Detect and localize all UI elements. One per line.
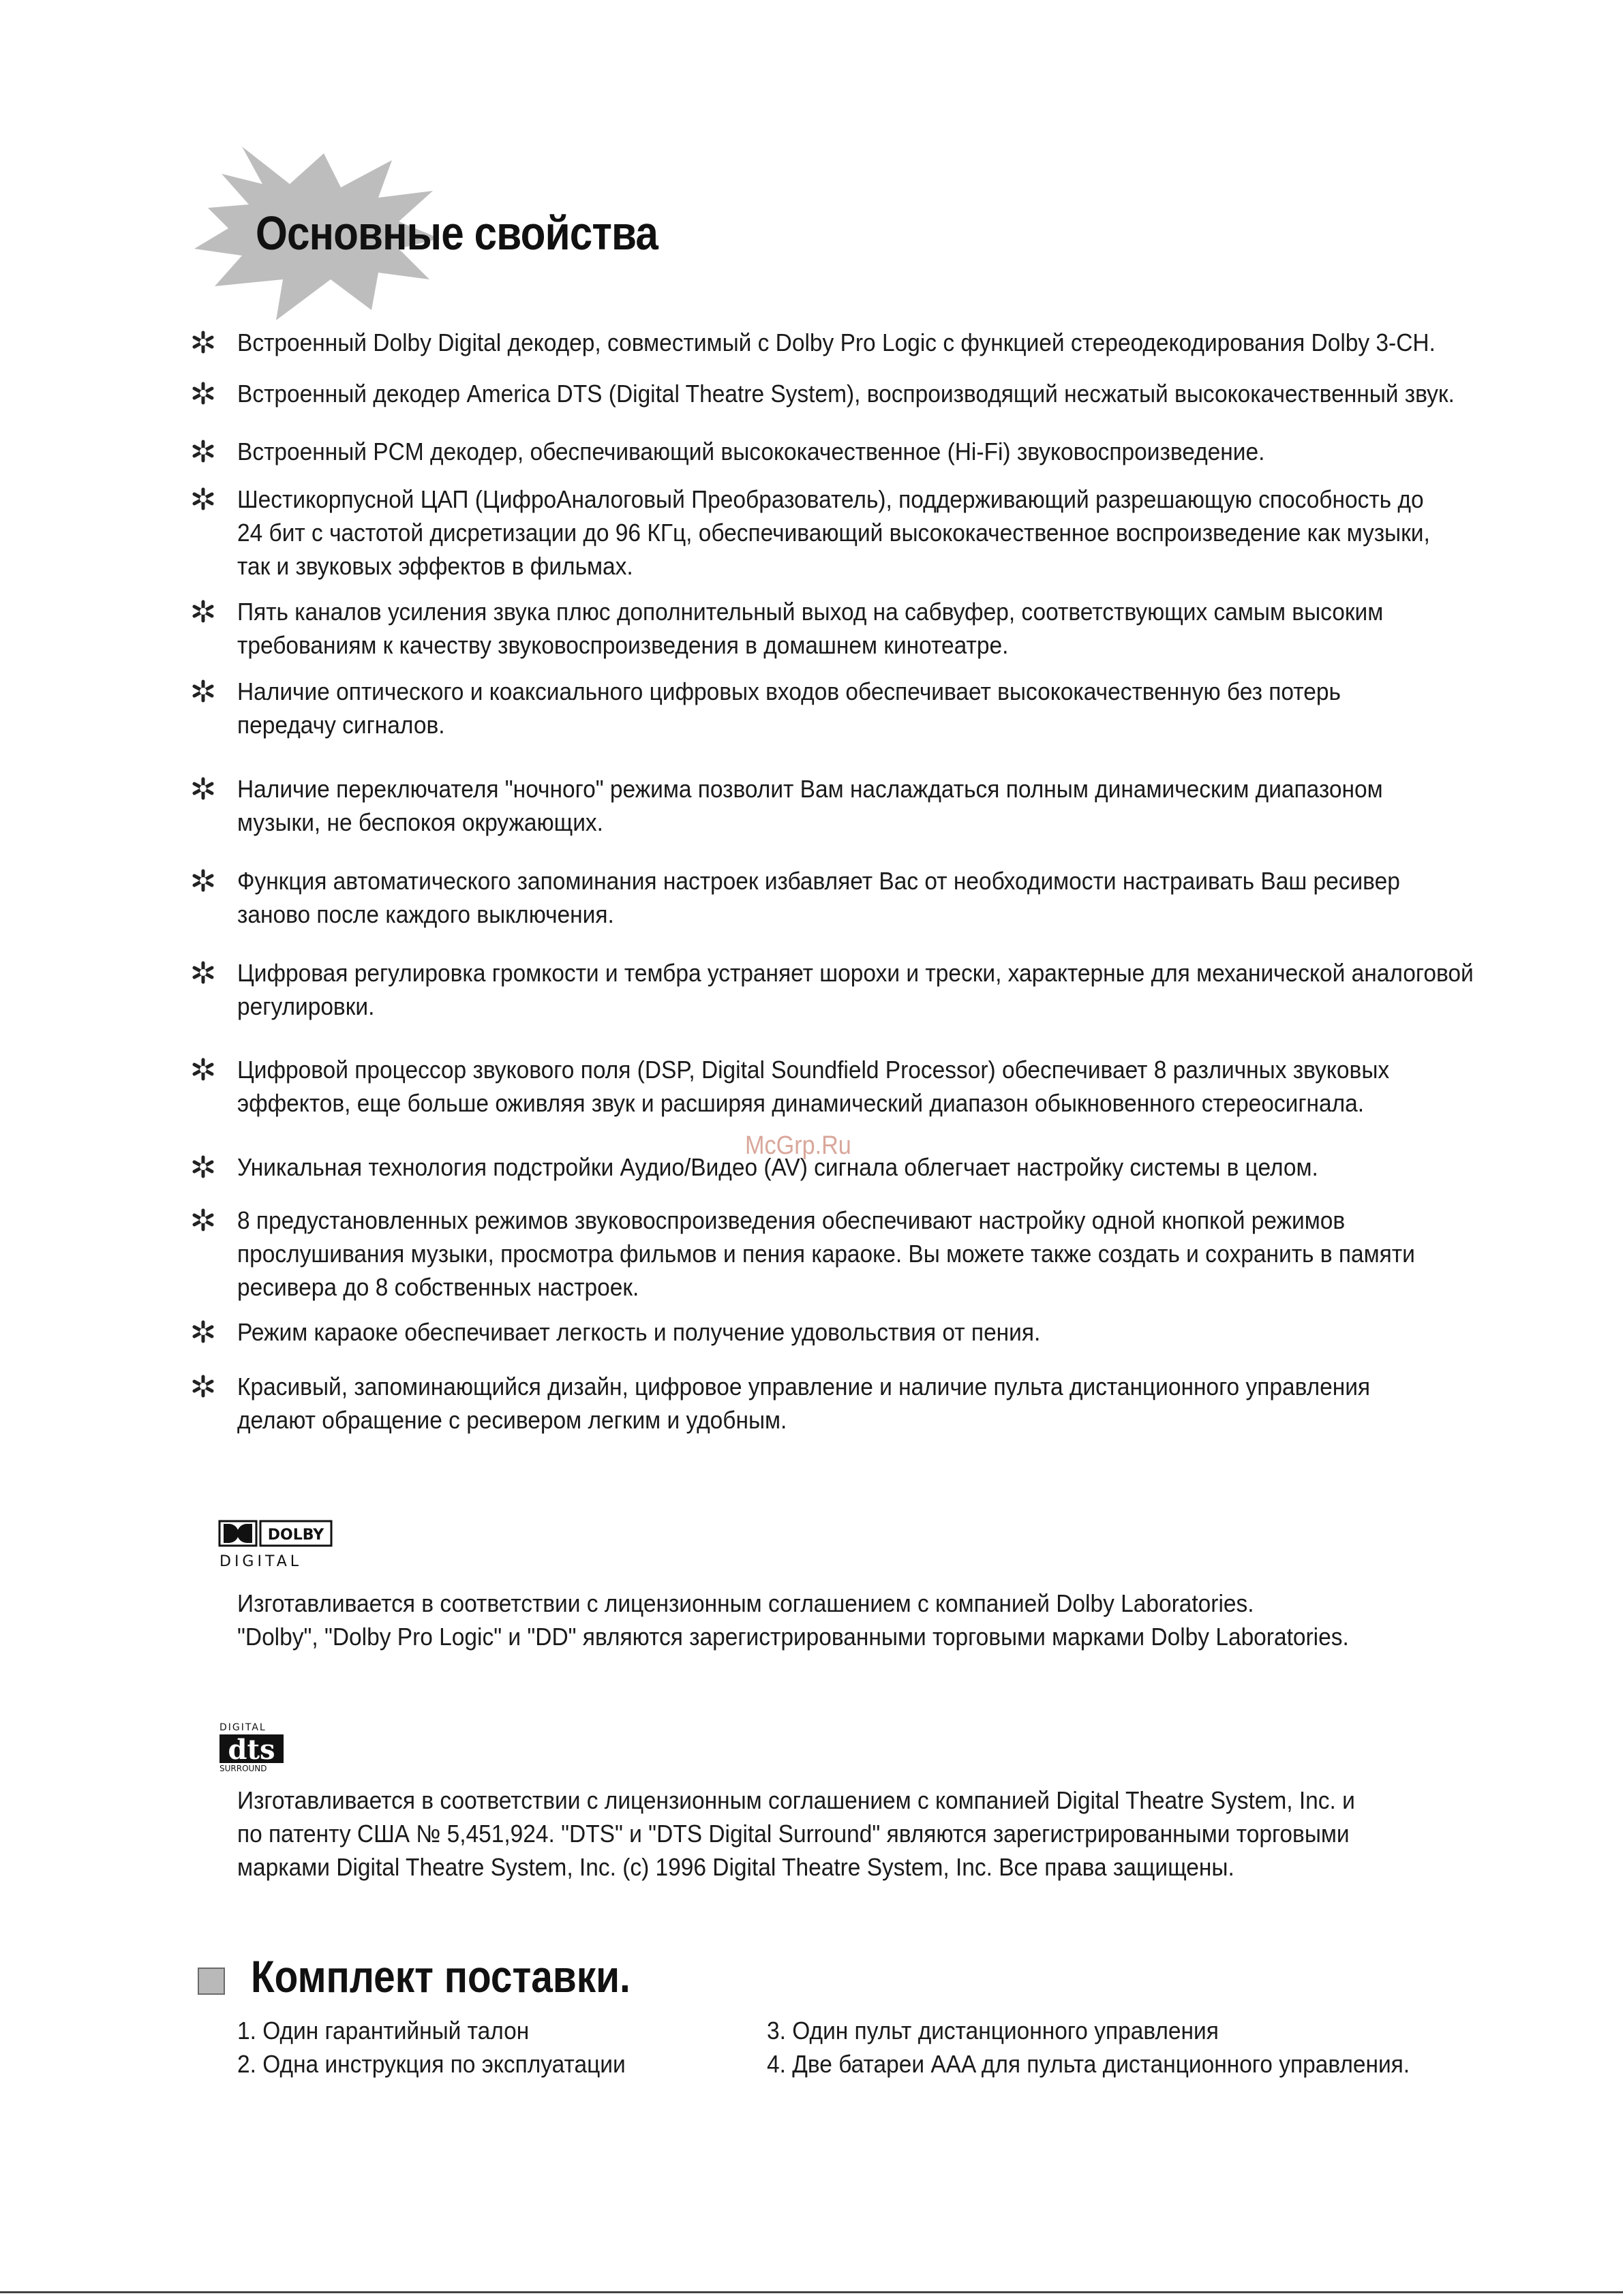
asterisk-bullet-icon [191, 487, 215, 511]
feature-text: Наличие оптического и коаксиального цифровых входов обеспечивает высококачественную без потерь передачу сигналов. [237, 677, 1341, 739]
feature-item [191, 1315, 1614, 1349]
asterisk-bullet-icon [191, 868, 215, 893]
feature-text: Встроенный PCM декодер, обеспечивающий высококачественное (Hi-Fi) звуковоспроизведение. [237, 438, 1265, 465]
feature-text: Красивый, запоминающийся дизайн, цифровое управление и наличие пульта дистанционного управления делают обращение с ресивером легким и удобным. [237, 1373, 1371, 1434]
svg-text:DIGITAL: DIGITAL [219, 1722, 267, 1733]
svg-text:DIGITAL: DIGITAL [219, 1553, 303, 1569]
asterisk-bullet-icon [191, 776, 215, 801]
feature-text: Встроенный декодер America DTS (Digital Theatre System), воспроизводящий несжатый высококачественный звук. [237, 380, 1455, 408]
feature-item [191, 1370, 1614, 1437]
feature-item [191, 1150, 1614, 1184]
feature-text: Функция автоматического запоминания настроек избавляет Вас от необходимости настраивать Ваш ресивер заново после каждого выключения. [237, 867, 1400, 928]
dts-digital-surround-logo [218, 1721, 293, 1773]
kit-item: 2. Одна инструкция по эксплуатации [237, 2050, 626, 2078]
feature-text: Наличие переключателя "ночного" режима позволит Вам наслаждаться полным динамическим диапазоном музыки, не беспокоя окружающих. [237, 775, 1383, 836]
asterisk-bullet-icon [191, 1208, 215, 1232]
feature-text: Цифровая регулировка громкости и тембра устраняет шорохи и трески, характерные для механической аналоговой регулировки. [237, 959, 1474, 1020]
section-square-icon [198, 1968, 225, 1995]
dolby-license-text: Изготавливается в соответствии с лицензионным соглашением с компанией Dolby Laboratories. "Dolby", "Dolby Pro Logic" и "DD" являются зарегистрированными торговыми марками Dolby Laboratories. [237, 1589, 1349, 1651]
kit-list-right [767, 2014, 1410, 2081]
feature-text: Уникальная технология подстройки Аудио/Видео (AV) сигнала облегчает настройку системы в целом. [237, 1153, 1318, 1181]
asterisk-bullet-icon [191, 1319, 215, 1344]
feature-text: Пять каналов усиления звука плюс дополнительный выход на сабвуфер, соответствующих самым высоким требованиям к качеству звуковоспроизведения в домашнем кинотеатре. [237, 598, 1384, 659]
kit-list-left [237, 2014, 626, 2081]
feature-item [191, 772, 1614, 839]
feature-item [191, 326, 1614, 359]
page-title: Основные свойства [256, 206, 658, 260]
feature-text: 8 предустановленных режимов звуковоспроизведения обеспечивают настройку одной кнопкой режимов прослушивания музыки, просмотра фильмов и пения караоке. Вы можете также создать и сохранить в памяти ресивера до 8 собственных настроек. [237, 1206, 1415, 1301]
dts-license-text: Изготавливается в соответствии с лицензионным соглашением с компанией Digital Theatre System, Inc. и по патенту США № 5,451,924. "DTS" и "DTS Digital Surround" являются зарегистрированными торговыми марками Digital Theatre System, Inc. (c) 1996 Digital Theatre System, Inc. Все права защищены. [237, 1786, 1355, 1881]
feature-item [191, 1053, 1614, 1120]
asterisk-bullet-icon [191, 1154, 215, 1179]
dolby-digital-logo [218, 1520, 334, 1569]
feature-item [191, 483, 1614, 583]
feature-text: Шестикорпусной ЦАП (ЦифроАналоговый Преобразователь), поддерживающий разрешающую способность до 24 бит с частотой дисретизации до 96 КГц, обеспечивающий высококачественное воспроизведение как музыки, так и звуковых эффектов в фильмах. [237, 485, 1430, 580]
feature-item [191, 377, 1614, 410]
feature-item [191, 956, 1614, 1023]
feature-item [191, 595, 1614, 662]
bottom-rule [0, 2291, 1623, 2293]
feature-item [191, 675, 1614, 741]
feature-text: Встроенный Dolby Digital декодер, совместимый с Dolby Pro Logic с функцией стереодекодирования Dolby 3-CH. [237, 328, 1436, 356]
feature-item [191, 864, 1614, 931]
kit-item: 3. Один пульт дистанционного управления [767, 2017, 1219, 2045]
feature-text: Режим караоке обеспечивает легкость и получение удовольствия от пения. [237, 1318, 1041, 1346]
kit-item: 4. Две батареи AAA для пульта дистанционного управления. [767, 2050, 1410, 2078]
svg-text:SURROUND: SURROUND [219, 1764, 267, 1773]
kit-title: Комплект поставки. [251, 1951, 631, 2002]
asterisk-bullet-icon [191, 599, 215, 624]
watermark: McGrp.Ru [745, 1131, 851, 1160]
svg-text:DOLBY: DOLBY [267, 1527, 324, 1544]
asterisk-bullet-icon [191, 330, 215, 354]
feature-text: Цифровой процессор звукового поля (DSP, Digital Soundfield Processor) обеспечивает 8 различных звуковых эффектов, еще больше оживляя звук и расширяя динамический диапазон обыкновенного стереосигнала. [237, 1056, 1390, 1117]
asterisk-bullet-icon [191, 1374, 215, 1398]
svg-text:dts: dts [228, 1734, 275, 1766]
asterisk-bullet-icon [191, 679, 215, 703]
feature-item [191, 1204, 1614, 1304]
asterisk-bullet-icon [191, 381, 215, 405]
feature-item [191, 435, 1614, 468]
asterisk-bullet-icon [191, 439, 215, 463]
kit-item: 1. Один гарантийный талон [237, 2017, 530, 2045]
asterisk-bullet-icon [191, 960, 215, 985]
asterisk-bullet-icon [191, 1057, 215, 1082]
